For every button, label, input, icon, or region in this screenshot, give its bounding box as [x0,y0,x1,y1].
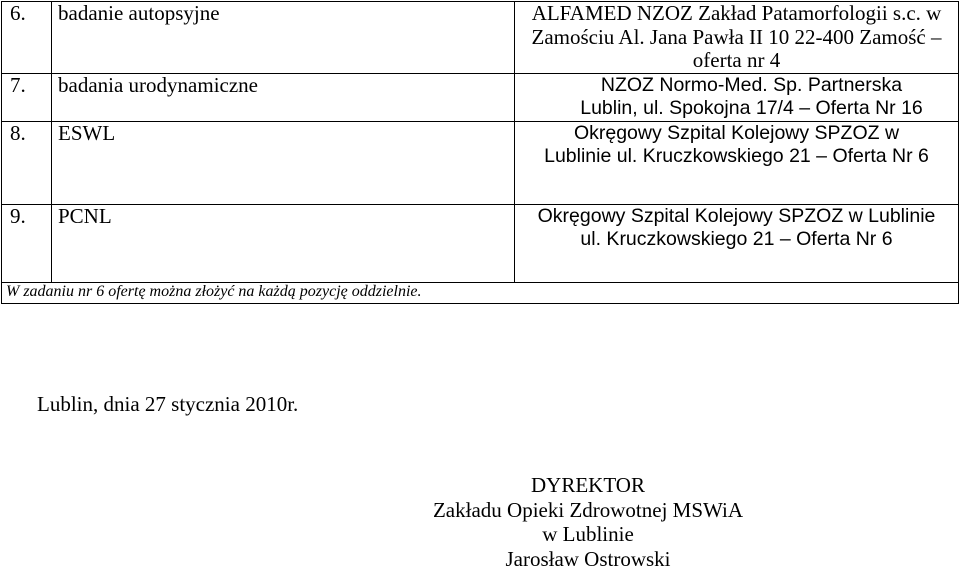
signature-name: Jarosław Ostrowski [505,546,671,571]
item-number: 7. [2,73,52,121]
date-line: Lublin, dnia 27 stycznia 2010r. [37,392,299,416]
item-number: 6. [2,2,52,74]
offers-table [1,1,959,304]
table-row [2,121,959,204]
signature-city: w Lublinie [542,522,634,546]
table-row [2,2,959,74]
table-row [2,73,959,121]
signature-title: DYREKTOR [531,473,645,497]
item-number: 9. [2,204,52,282]
item-name: badania urodynamiczne [52,73,515,121]
item-name: PCNL [52,204,515,282]
item-name: badanie autopsyjne [52,2,515,74]
item-number: 8. [2,121,52,204]
signature-block [400,473,776,571]
table-row [2,204,959,282]
signature-org: Zakładu Opieki Zdrowotnej MSWiA [432,497,744,522]
item-provider: Okręgowy Szpital Kolejowy SPZOZ w Lublinie ul. Kruczkowskiego 21 – Oferta Nr 6 [515,204,959,282]
note-text: W zadaniu nr 6 ofertę można złożyć na każdą pozycję oddzielnie. [2,282,959,303]
item-provider: NZOZ Normo-Med. Sp. Partnerska Lublin, ul. Spokojna 17/4 – Oferta Nr 16 [515,73,959,121]
note-row [2,282,959,303]
item-provider: Okręgowy Szpital Kolejowy SPZOZ w Lublinie ul. Kruczkowskiego 21 – Oferta Nr 6 [515,121,959,204]
item-name: ESWL [52,121,515,204]
item-provider: ALFAMED NZOZ Zakład Patamorfologii s.c. w Zamościu Al. Jana Pawła II 10 22-400 Zamość – oferta nr 4 [515,2,959,74]
